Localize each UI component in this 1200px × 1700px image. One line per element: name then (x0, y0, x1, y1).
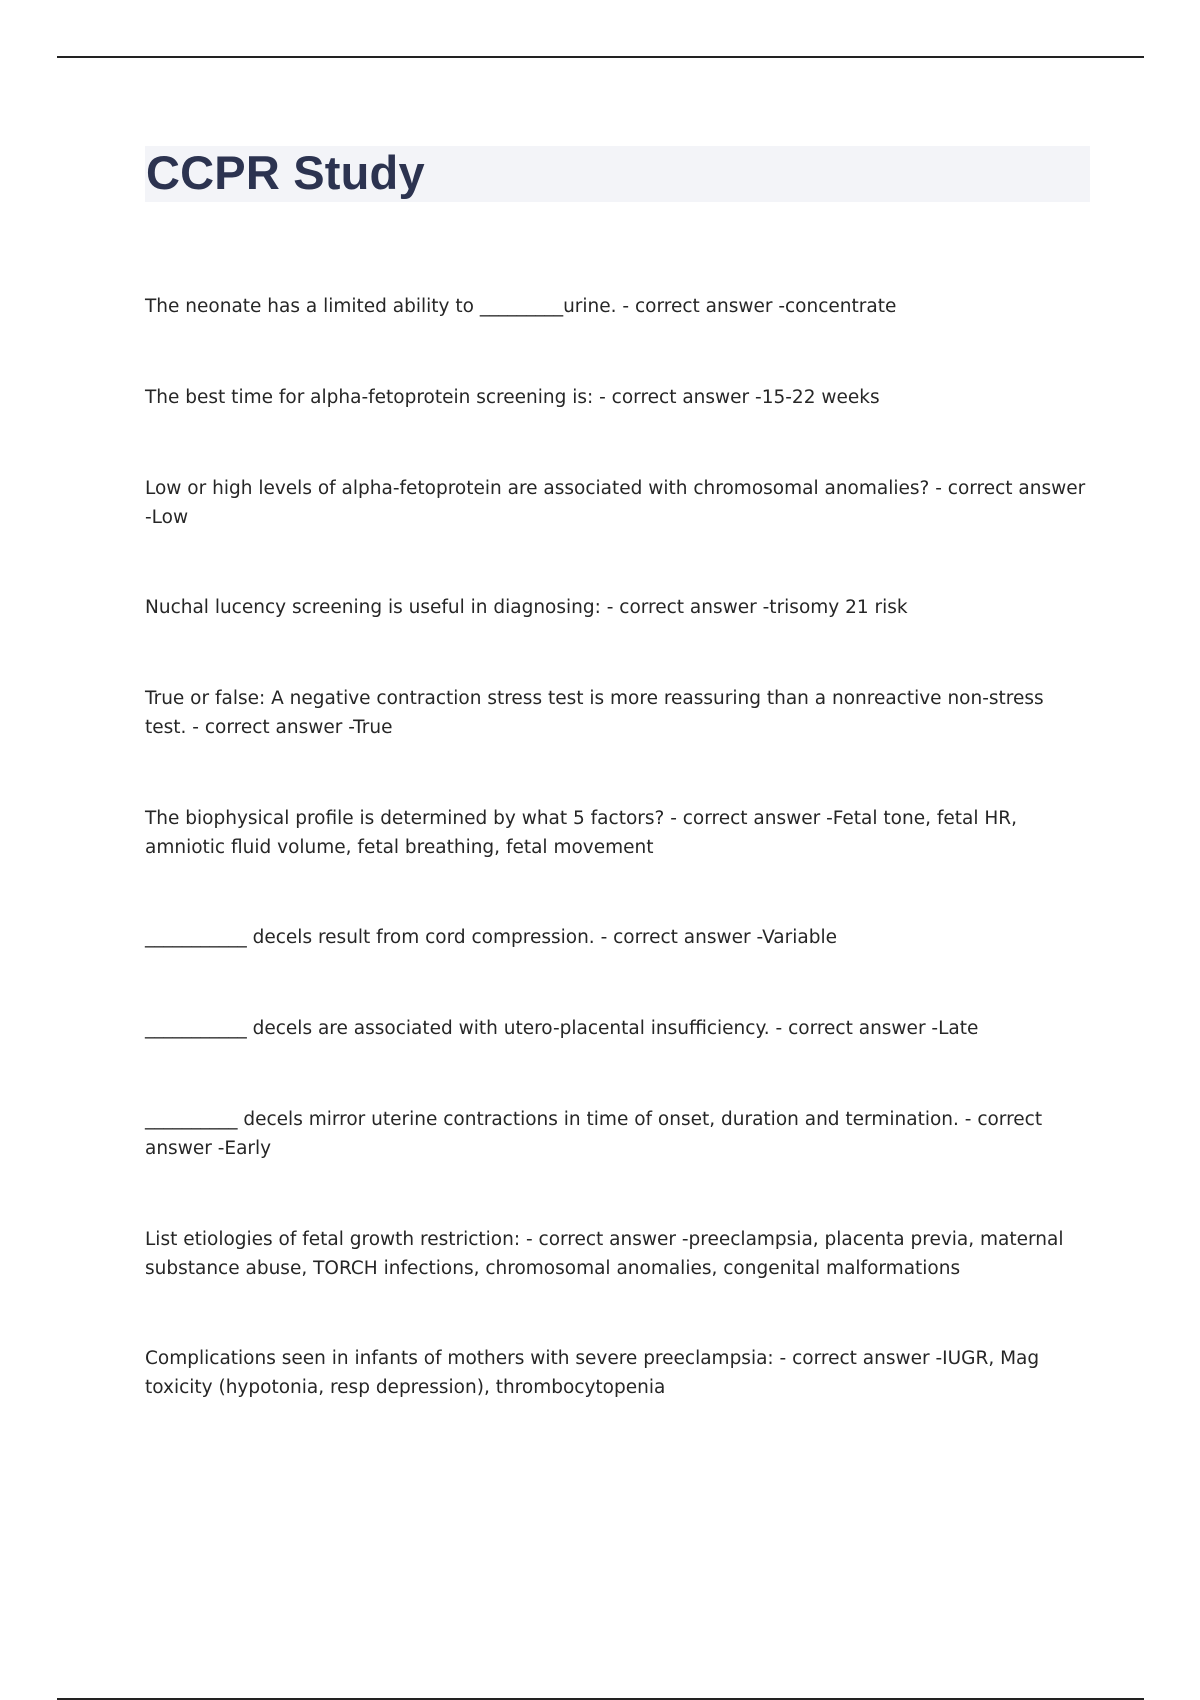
qa-text: List etiologies of fetal growth restriction: - correct answer -preeclampsia, placenta previa, maternal substance abuse, TORCH infections, chromosomal anomalies, congenital malformations (145, 1229, 1064, 1279)
qa-item (145, 292, 1090, 321)
qa-item (145, 1344, 1090, 1402)
qa-item (145, 804, 1090, 862)
qa-item (145, 684, 1090, 742)
qa-item (145, 1014, 1090, 1043)
qa-item (145, 1225, 1090, 1283)
qa-item (145, 593, 1090, 622)
qa-text: The neonate has a limited ability to _________urine. - correct answer -concentrate (145, 296, 897, 317)
qa-item (145, 1105, 1090, 1163)
qa-item (145, 474, 1090, 532)
qa-text: The best time for alpha-fetoprotein screening is: - correct answer -15-22 weeks (145, 387, 880, 408)
top-rule (57, 56, 1144, 58)
qa-text: True or false: A negative contraction stress test is more reassuring than a nonreactive non-stress test. - correct answer -True (145, 688, 1044, 738)
qa-text: ___________ decels result from cord compression. - correct answer -Variable (145, 927, 837, 948)
qa-item (145, 923, 1090, 952)
qa-text: The biophysical profile is determined by what 5 factors? - correct answer -Fetal tone, fetal HR, amniotic fluid volume, fetal breathing, fetal movement (145, 808, 1018, 858)
qa-text: ___________ decels are associated with utero-placental insufficiency. - correct answer -Late (145, 1018, 979, 1039)
qa-text: Low or high levels of alpha-fetoprotein are associated with chromosomal anomalies? - correct answer -Low (145, 478, 1086, 528)
qa-text: __________ decels mirror uterine contractions in time of onset, duration and termination. - correct answer -Early (145, 1109, 1043, 1159)
qa-text: Nuchal lucency screening is useful in diagnosing: - correct answer -trisomy 21 risk (145, 597, 908, 618)
qa-item (145, 383, 1090, 412)
page-title: CCPR Study (146, 146, 425, 199)
qa-text: Complications seen in infants of mothers with severe preeclampsia: - correct answer -IUGR, Mag toxicity (hypotonia, resp depression), thrombocytopenia (145, 1348, 1040, 1398)
